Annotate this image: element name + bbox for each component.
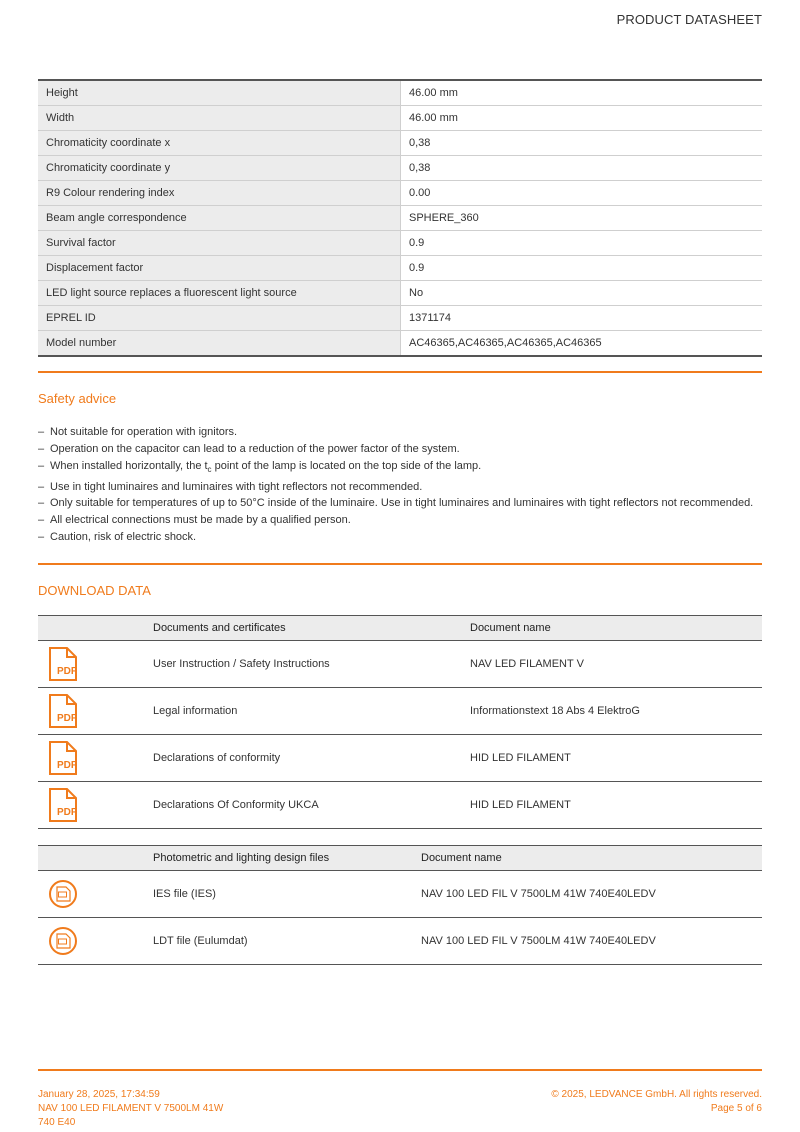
spec-row	[38, 106, 762, 131]
document-type: Legal information	[153, 688, 470, 735]
section-divider	[38, 563, 762, 565]
photometric-file-icon[interactable]	[48, 879, 78, 909]
pdf-icon[interactable]	[48, 787, 78, 823]
column-header-documents: Documents and certificates	[153, 616, 470, 641]
spec-value: 0.9	[401, 256, 763, 281]
spec-label: Chromaticity coordinate x	[38, 131, 401, 156]
spec-label: Chromaticity coordinate y	[38, 156, 401, 181]
column-header-photometric: Photometric and lighting design files	[153, 846, 421, 871]
spec-value: 0,38	[401, 156, 763, 181]
spec-row	[38, 231, 762, 256]
specifications-table	[38, 79, 762, 357]
list-item: – Not suitable for operation with ignitors.	[38, 426, 238, 438]
footer-left	[38, 1088, 223, 1130]
list-item: – Operation on the capacitor can lead to a reduction of the power factor of the system.	[38, 442, 460, 455]
safety-item-text: Operation on the capacitor can lead to a reduction of the power factor of the system.	[50, 442, 460, 455]
footer-right	[551, 1088, 762, 1116]
spec-label: Displacement factor	[38, 256, 401, 281]
list-item: – All electrical connections must be made by a qualified person.	[38, 514, 351, 527]
safety-item-text: When installed horizontally, the t	[50, 459, 208, 472]
safety-advice-list	[38, 424, 753, 546]
spec-value: 46.00 mm	[401, 106, 763, 131]
spec-row	[38, 331, 762, 357]
svg-text:PDF: PDF	[57, 760, 77, 771]
document-name-link[interactable]: NAV 100 LED FIL V 7500LM 41W 740E40LEDV	[421, 871, 762, 918]
list-item: – When installed horizontally, the $t_c$ point of the lamp is located on the top side of the lamp.	[38, 459, 482, 474]
svg-text:PDF: PDF	[57, 666, 77, 677]
table-row[interactable]	[38, 641, 762, 688]
spec-label: EPREL ID	[38, 306, 401, 331]
table-header-row	[38, 616, 762, 641]
document-name-link[interactable]: HID LED FILAMENT	[470, 782, 762, 829]
table-header-row	[38, 846, 762, 871]
spec-value: 1371174	[401, 306, 763, 331]
footer-copyright: © 2025, LEDVANCE GmbH. All rights reserved.	[551, 1089, 762, 1100]
safety-item-subscript: c	[207, 464, 212, 474]
spec-label: Height	[38, 80, 401, 106]
safety-item-text: Only suitable for temperatures of up to 50°C inside of the luminaire. Use in tight luminaires and luminaires with tight reflectors not recommended.	[50, 497, 754, 510]
document-type: LDT file (Eulumdat)	[153, 918, 421, 965]
document-name-link[interactable]: HID LED FILAMENT	[470, 735, 762, 782]
list-item: – Only suitable for temperatures of up to 50°C inside of the luminaire. Use in tight luminaires and luminaires with tight reflectors not recommended.	[38, 497, 754, 510]
documents-table	[38, 615, 762, 829]
footer-date: January 28, 2025, 17:34:59	[38, 1089, 160, 1100]
svg-text:PDF: PDF	[57, 713, 77, 724]
list-item: – Use in tight luminaires and luminaires with tight reflectors not recommended.	[38, 480, 423, 493]
spec-value: 0,38	[401, 131, 763, 156]
spec-label: Survival factor	[38, 231, 401, 256]
spec-value: 46.00 mm	[401, 80, 763, 106]
pdf-icon[interactable]	[48, 693, 78, 729]
document-name-link[interactable]: NAV 100 LED FIL V 7500LM 41W 740E40LEDV	[421, 918, 762, 965]
safety-advice-title: Safety advice	[38, 391, 117, 406]
spec-label: Model number	[38, 331, 401, 357]
document-type: IES file (IES)	[153, 871, 421, 918]
table-row[interactable]	[38, 735, 762, 782]
document-name-link[interactable]: NAV LED FILAMENT V	[470, 641, 762, 688]
spec-value: 0.00	[401, 181, 763, 206]
spec-row	[38, 206, 762, 231]
list-item: – Caution, risk of electric shock.	[38, 530, 197, 543]
photometric-file-icon[interactable]	[48, 926, 78, 956]
safety-item-text: All electrical connections must be made by a qualified person.	[50, 514, 351, 527]
pdf-icon[interactable]	[48, 740, 78, 776]
table-row[interactable]	[38, 688, 762, 735]
spec-label: Beam angle correspondence	[38, 206, 401, 231]
spec-label: Width	[38, 106, 401, 131]
footer-product-name-cont: 740 E40	[38, 1117, 76, 1128]
document-type: Declarations of conformity	[153, 735, 470, 782]
spec-label: LED light source replaces a fluorescent light source	[38, 281, 401, 306]
document-type: User Instruction / Safety Instructions	[153, 641, 470, 688]
document-type: Declarations Of Conformity UKCA	[153, 782, 470, 829]
spec-row	[38, 131, 762, 156]
table-row[interactable]	[38, 871, 762, 918]
spec-row	[38, 281, 762, 306]
safety-item-text: Use in tight luminaires and luminaires with tight reflectors not recommended.	[50, 480, 423, 493]
spec-value: SPHERE_360	[401, 206, 763, 231]
pdf-icon[interactable]	[48, 646, 78, 682]
safety-item-text: Not suitable for operation with ignitors.	[50, 426, 238, 438]
spec-row	[38, 256, 762, 281]
photometric-files-table	[38, 845, 762, 965]
spec-label: R9 Colour rendering index	[38, 181, 401, 206]
footer-page-number: Page 5 of 6	[710, 1103, 762, 1114]
spec-row	[38, 306, 762, 331]
spec-value: AC46365,AC46365,AC46365,AC46365	[401, 331, 763, 357]
footer-product-name: NAV 100 LED FILAMENT V 7500LM 41W	[38, 1103, 224, 1114]
spec-row	[38, 181, 762, 206]
svg-text:PDF: PDF	[57, 807, 77, 818]
safety-item-text: Caution, risk of electric shock.	[50, 530, 197, 543]
column-header-document-name: Document name	[470, 616, 762, 641]
document-name-link[interactable]: Informationstext 18 Abs 4 ElektroG	[470, 688, 762, 735]
spec-value: 0.9	[401, 231, 763, 256]
section-divider	[38, 371, 762, 373]
datasheet-header-title: PRODUCT DATASHEET	[616, 12, 762, 27]
column-header-document-name: Document name	[421, 846, 762, 871]
safety-item-text: point of the lamp is located on the top side of the lamp.	[211, 459, 482, 472]
table-row[interactable]	[38, 782, 762, 829]
spec-value: No	[401, 281, 763, 306]
spec-row	[38, 156, 762, 181]
footer-divider	[38, 1069, 762, 1071]
download-data-title: DOWNLOAD DATA	[38, 583, 151, 598]
table-row[interactable]	[38, 918, 762, 965]
spec-row	[38, 80, 762, 106]
